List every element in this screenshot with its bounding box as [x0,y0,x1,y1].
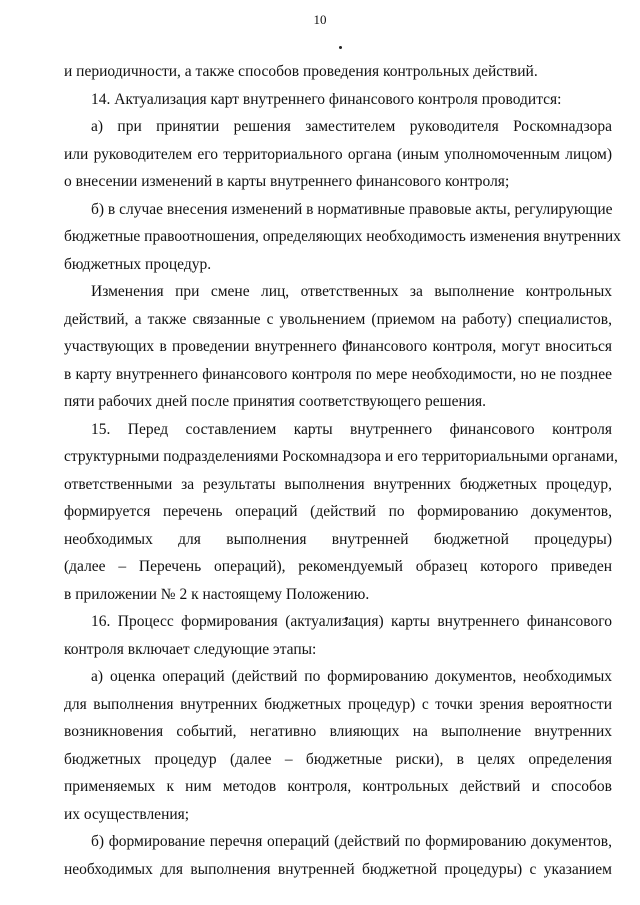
text-line: бюджетных процедур (далее – бюджетные риски), в целях определения [64,750,612,768]
text-line: необходимых для выполнения внутренней бюджетной процедуры) с указанием [64,860,612,878]
scan-speck [339,46,342,49]
text-line: применяемых к ним методов контроля, контрольных действий и способов [64,778,612,795]
text-line: б) формирование перечня операций (действий по формированию документов, [91,833,612,850]
text-line: а) при принятии решения заместителем руководителя Роскомнадзора [91,118,612,135]
text-line: б) в случае внесения изменений в нормативные правовые акты, регулирующие [91,200,613,218]
text-line: пяти рабочих дней после принятия соответствующего решения. [64,393,487,410]
text-line: или руководителем его территориального органа (иным уполномоченным лицом) [64,145,612,163]
text-line: в приложении № 2 к настоящему Положению. [64,585,370,603]
text-line: действий, а также связанные с увольнением (приемом на работу) специалистов, [64,310,612,328]
text-line: для выполнения внутренних бюджетных процедур) с точки зрения вероятности [64,695,612,713]
text-line: участвующих в проведении внутреннего финансового контроля, могут вноситься [64,338,612,355]
text-line: бюджетных процедур. [64,255,212,273]
text-line: необходимых для выполнения внутренней бюджетной процедуры) [64,530,612,548]
text-line: о внесении изменений в карты внутреннего финансового контроля; [64,173,510,190]
text-line: контроля включает следующие этапы: [64,640,317,658]
text-line: формируется перечень операций (действий по формированию документов, [64,503,612,520]
text-line: (далее – Перечень операций), рекомендуемый образец которого приведен [64,558,612,575]
text-line: и периодичности, а также способов проведения контрольных действий. [64,63,538,80]
text-line: структурными подразделениями Роскомнадзора и его территориальными органами, [64,448,618,465]
text-line: 14. Актуализация карт внутреннего финансового контроля проводится: [91,90,562,108]
text-line: 15. Перед составлением карты внутреннего финансового контроля [91,420,612,438]
text-line: в карту внутреннего финансового контроля по мере необходимости, но не позднее [64,365,612,383]
text-line: а) оценка операций (действий по формированию документов, необходимых [91,668,612,685]
text-line: их осуществления; [64,805,190,823]
text-line: возникновения событий, негативно влияющих на выполнение внутренних [64,723,612,740]
text-line: Изменения при смене лиц, ответственных за выполнение контрольных [91,283,612,300]
text-line: 16. Процесс формирования (актуализация) карты внутреннего финансового [91,613,612,630]
text-line: бюджетные правоотношения, определяющих необходимость изменения внутренних [64,228,621,245]
page-number: 10 [313,12,327,27]
text-line: ответственными за результаты выполнения внутренних бюджетных процедур, [64,475,612,493]
